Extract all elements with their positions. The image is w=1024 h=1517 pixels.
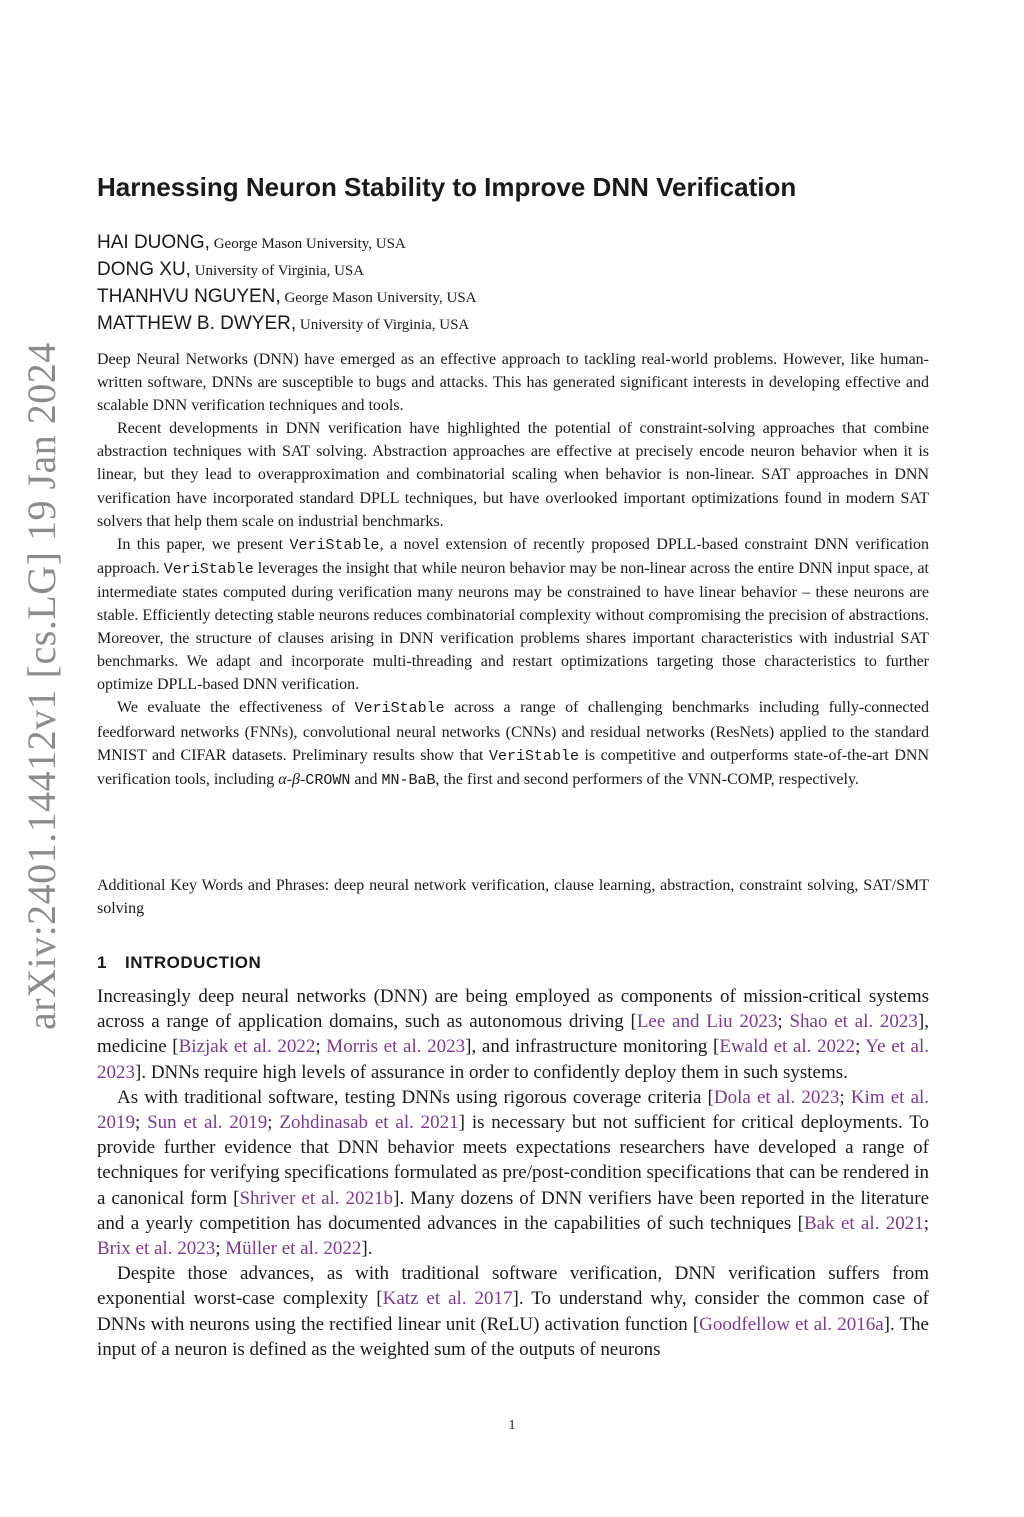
page-number: 1	[508, 1418, 516, 1433]
text-run: ]. The input of a neuron is defined as the weighted sum of the outputs of neurons	[97, 1313, 929, 1360]
author-line	[97, 313, 797, 335]
citation-link[interactable]: Kim et al. 2019	[97, 1086, 930, 1134]
section-heading	[97, 953, 261, 973]
text-run: ;	[855, 1036, 866, 1058]
citation-link[interactable]: Ewald et al. 2022	[719, 1036, 856, 1058]
citation-link[interactable]: Müller et al. 2022	[225, 1238, 362, 1260]
citation-link[interactable]: Sun et al. 2019	[147, 1112, 268, 1134]
text-run: ]. To understand why, consider the common case of DNNs with neurons using the rectified linear unit (ReLU) activation function [	[97, 1288, 929, 1335]
greek-symbols: α-β-	[278, 770, 306, 788]
citation-link[interactable]: Lee and Liu 2023	[636, 1011, 778, 1033]
text-run: ;	[839, 1086, 851, 1108]
intro-paragraph	[97, 1085, 929, 1261]
author-name: MATTHEW B. DWYER,	[97, 313, 297, 334]
section-title: INTRODUCTION	[124, 953, 262, 972]
author-line	[97, 232, 797, 254]
author-name: THANHVU NGUYEN,	[97, 286, 281, 307]
author-line	[97, 286, 797, 308]
text-run: ;	[215, 1238, 226, 1260]
text-run: As with traditional software, testing DNNs using rigorous coverage criteria [	[117, 1086, 714, 1108]
text-run: ;	[135, 1112, 148, 1134]
citation-link[interactable]: Ye et al. 2023	[97, 1036, 930, 1083]
tool-name: MN-BaB	[381, 771, 436, 789]
author-name: DONG XU,	[97, 259, 191, 280]
intro-paragraph	[97, 984, 929, 1085]
tool-name: CROWN	[305, 771, 351, 789]
abstract-paragraph: Recent developments in DNN verification have highlighted the potential of constraint-solving approaches that combine abstraction techniques with SAT solving. Abstraction approaches are effective at precisely encode neuron behavior when it is linear, but they lead to overapproximation and combinatorial scaling when behavior is non-linear. SAT approaches in DNN verification have incorporated standard DPLL techniques, but have overlooked important optimizations found in modern SAT solvers that help them scale on industrial benchmarks.	[97, 420, 929, 530]
text-run: ].	[361, 1238, 373, 1260]
tool-name: VeriStable	[289, 536, 380, 554]
text-run: ], medicine [	[97, 1011, 929, 1058]
abstract-paragraph: In this paper, we present VeriStable, a novel extension of recently proposed DPLL-based constraint DNN verification approach. VeriStable leverages the insight that while neuron behavior may be non-linear across the entire DNN input space, at intermediate states computed during verification many neurons may be constrained to have linear behavior – these neurons are stable. Efficiently detecting stable neurons reduces combinatorial complexity without compromising the precision of abstractions. Moreover, the structure of clauses arising in DNN verification problems shares important characteristics with industrial SAT benchmarks. We adapt and incorporate multi-threading and restart optimizations targeting those characteristics to further optimize DPLL-based DNN verification.	[97, 535, 929, 694]
text-run: ]. DNNs require high levels of assurance in order to confidently deploy them in such systems.	[135, 1061, 848, 1083]
author-name: HAI DUONG,	[97, 232, 210, 253]
paper-title: Harnessing Neuron Stability to Improve DNN Verification	[97, 172, 797, 202]
tool-name: VeriStable	[488, 747, 579, 765]
text-run: ;	[777, 1011, 790, 1033]
citation-link[interactable]: Brix et al. 2023	[97, 1238, 216, 1260]
arxiv-identifier-stamp: arXiv:2401.14412v1 [cs.LG] 19 Jan 2024	[19, 342, 64, 1030]
author-affiliation: George Mason University, USA	[284, 290, 477, 306]
tool-name: VeriStable	[354, 700, 445, 718]
text-run: ]. Many dozens of DNN verifiers have been reported in the literature and a yearly competition has documented advances in the capabilities of such techniques [	[97, 1187, 930, 1234]
text-run: Despite those advances, as with traditional software verification, DNN verification suffers from exponential worst-case complexity [	[97, 1263, 929, 1310]
keywords: Additional Key Words and Phrases: deep neural network verification, clause learning, abstraction, constraint solving, SAT/SMT solving	[97, 877, 929, 917]
citation-link[interactable]: Zohdinasab et al. 2021	[279, 1112, 459, 1134]
introduction-body	[97, 984, 929, 1362]
citation-link[interactable]: Bizjak et al. 2022	[178, 1036, 316, 1058]
citation-link[interactable]: Dola et al. 2023	[713, 1086, 840, 1108]
abstract	[97, 348, 929, 792]
section-number: 1	[97, 953, 107, 972]
author-affiliation: University of Virginia, USA	[299, 317, 470, 333]
text-run: ], and infrastructure monitoring [	[465, 1036, 720, 1058]
citation-link[interactable]: Katz et al. 2017	[382, 1288, 513, 1310]
abstract-paragraph: Deep Neural Networks (DNN) have emerged as an effective approach to tackling real-world problems. However, like human-written software, DNNs are susceptible to bugs and attacks. This has generated significant interests in developing effective and scalable DNN verification techniques and tools.	[97, 351, 929, 415]
author-affiliation: George Mason University, USA	[213, 236, 406, 252]
text-run: ;	[315, 1036, 327, 1058]
citation-link[interactable]: Goodfellow et al. 2016a	[699, 1313, 884, 1335]
text-run: ;	[923, 1212, 930, 1234]
citation-link[interactable]: Bak et al. 2021	[803, 1212, 924, 1234]
text-run: Increasingly deep neural networks (DNN) are being employed as components of mission-critical systems across a range of application domains, such as autonomous driving [	[97, 986, 929, 1033]
author-line	[97, 259, 797, 281]
tool-name: VeriStable	[163, 560, 254, 578]
abstract-paragraph: We evaluate the effectiveness of VeriStable across a range of challenging benchmarks including fully-connected feedforward networks (FNNs), convolutional neural networks (CNNs) and residual networks (ResNets) applied to the standard MNIST and CIFAR datasets. Preliminary results show that VeriStable is competitive and outperforms state-of-the-art DNN verification tools, including α-β-CROWN and MN-BaB, the first and second performers of the VNN-COMP, respectively.	[97, 699, 930, 789]
citation-link[interactable]: Shao et al. 2023	[789, 1011, 918, 1033]
citation-link[interactable]: Shriver et al. 2021b	[239, 1187, 394, 1209]
text-run: ;	[267, 1112, 280, 1134]
author-affiliation: University of Virginia, USA	[194, 263, 365, 279]
text-run: ] is necessary but not sufficient for critical deployments. To provide further evidence that DNN behavior meets expectations researchers have developed a range of techniques for verifying specifications formulated as pre/post-condition specifications that can be rendered in a canonical form [	[97, 1112, 930, 1209]
citation-link[interactable]: Morris et al. 2023	[326, 1036, 466, 1058]
intro-paragraph	[97, 1261, 929, 1362]
